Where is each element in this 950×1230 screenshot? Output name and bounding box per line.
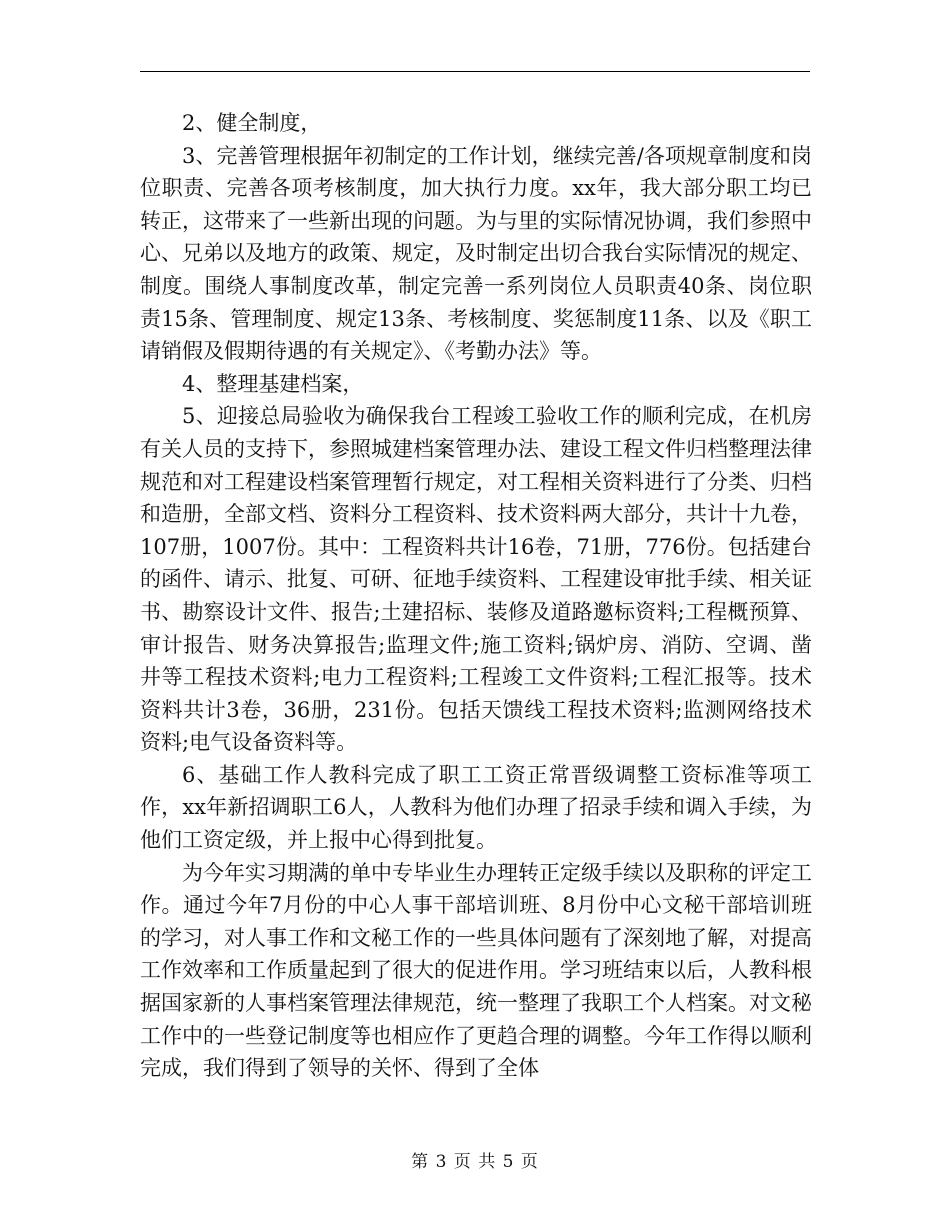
paragraph-item-2: 2、健全制度， — [182, 111, 322, 135]
paragraph-item-3: 3、完善管理根据年初制定的工作计划，继续完善/各项规章制度和岗位职责、完善各项考核制度，加大执行力度。xx年，我大部分职工均已转正，这带来了一些新出现的问题。为与里的实际情况协调，我们参照中心、兄弟以及地方的政策、规定，及时制定出切合我台实际情况的规定、制度。围绕人事制度改革，制定完善一系列岗位人员职责40条、岗位职责15条、管理制度、规定13条、考核制度、奖惩制度11条、以及《职工请销假及假期待遇的有关规定》、《考勤办法》等。 — [140, 143, 812, 364]
paragraph-item-5: 5、迎接总局验收为确保我台工程竣工验收工作的顺利完成，在机房有关人员的支持下，参照城建档案管理办法、建设工程文件归档整理法律规范和对工程建设档案管理暂行规定，对工程相关资料进行了分类、归档和造册，全部文档、资料分工程资料、技术资料两大部分，共计十九卷，107册，1007份。其中：工程资料共计16卷，71册，776份。包括建台的函件、请示、批复、可研、征地手续资料、工程建设审批手续、相关证书、勘察设计文件、报告;土建招标、装修及道路邀标资料;工程概预算、审计报告、财务决算报告;监理文件;施工资料;锅炉房、消防、空调、凿井等工程技术资料;电力工程资料;工程竣工文件资料;工程汇报等。技术资料共计3卷，36册，231份。包括天馈线工程技术资料;监测网络技术资料;电气设备资料等。 — [140, 404, 812, 755]
paragraph-item-4: 4、整理基建档案， — [182, 371, 364, 396]
paragraph-training: 为今年实习期满的单中专毕业生办理转正定级手续以及职称的评定工作。通过今年7月份的中心人事干部培训班、8月份中心文秘干部培训班的学习，对人事工作和文秘工作的一些具体问题有了深刻地了解，对提高工作效率和工作质量起到了很大的促进作用。学习班结束以后，人教科根据国家新的人事档案管理法律规范，统一整理了我职工个人档案。对文秘工作中的一些登记制度等也相应作了更趋合理的调整。今年工作得以顺利完成，我们得到了领导的关怀、得到了全体 — [140, 860, 812, 1081]
document-body — [140, 107, 812, 1085]
paragraph-item-6: 6、基础工作人教科完成了职工工资正常晋级调整工资标准等项工作，xx年新招调职工6人，人教科为他们办理了招录手续和调入手续，为他们工资定级，并上报中心得到批复。 — [140, 762, 812, 853]
page-number-footer: 第 3 页 共 5 页 — [411, 1152, 539, 1172]
header-rule — [140, 71, 810, 72]
